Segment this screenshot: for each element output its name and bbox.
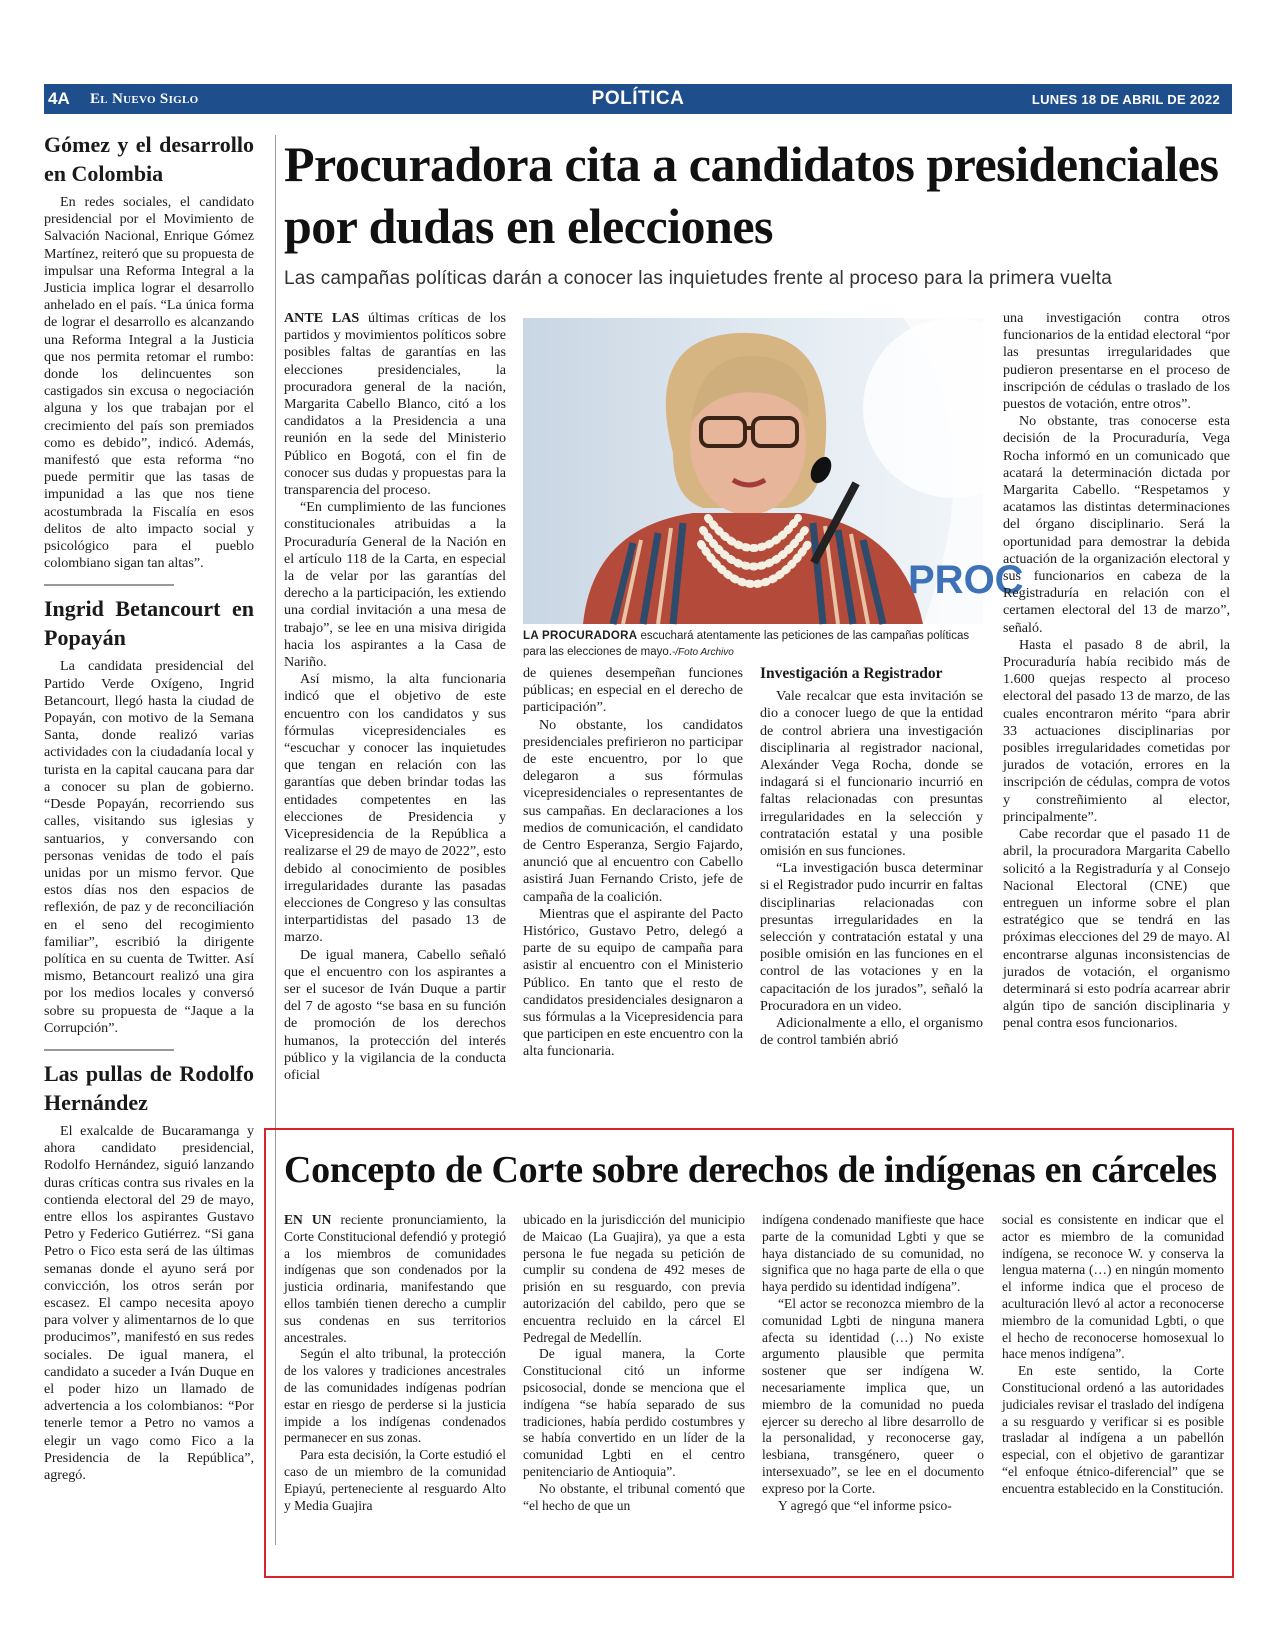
- sidebar-article-title: Las pullas de Rodolfo Hernández: [44, 1060, 254, 1115]
- section-label: POLÍTICA: [591, 88, 685, 109]
- article-paragraph: No obstante, el tribunal comentó que “el hecho de que un: [523, 1480, 745, 1513]
- corte-column-4: [1002, 1212, 1224, 1498]
- article-paragraph: ANTE LAS últimas críticas de los partidos y movimientos políticos sobre posibles faltas de garantías en las elecciones presidenciales, la procuradora general de la nación, Margarita Cabello Blanco, citó a los candidatos a la Presidencia a una reunión en la sede del Ministerio Público en Bogotá, con el fin de conocer sus dudas y propuestas para la transparencia del proceso.: [284, 310, 506, 499]
- article-paragraph: “El actor se reconozca miembro de la comunidad Lgbti de ninguna manera afecta su identidad (…) No existe argumento plausible que permita sostener que ser indígena W. necesariamente implica que, un miembro de la comunidad no pueda ejercer su derecho al libre desarrollo de la personalidad, y reconocerse gay, lesbiana, transgénero, queer o intersexuado”, se lee en el documento expreso por la Corte.: [762, 1295, 984, 1496]
- article-paragraph: social es consistente en indicar que el actor es miembro de la comunidad indígena, se reconoce W. y conserva la lengua materna (…) en ningún momento el informe indica que el proceso de aculturación llevó al actor a reconocerse miembro de la comunidad Lgbti, o que el hecho de reconocerse homosexual lo hace menos indígena”.: [1002, 1212, 1224, 1362]
- sidebar-article-body: El exalcalde de Bucaramanga y ahora candidato presidencial, Rodolfo Hernández, siguió lanzando duras críticas contra sus rivales en la contienda electoral del 29 de mayo, entre ellos los aspirantes Gustavo Petro y Federico Gutiérrez. “Si gana Petro o Fico esta será de las últimas semanas donde el ayuno será por convicción, los otros serán por escasez. El campo necesita apoyo para volver y alimentarnos de lo que producimos”, manifestó en sus redes sociales. De igual manera, el candidato a suceder a Iván Duque en el poder hizo un llamado de advertencia a los colombianos: “Por tenerle temor a Petro no vamos a elegir un vago como Fico a la Presidencia de la República”, agregó.: [44, 1122, 254, 1483]
- sidebar-article-body: La candidata presidencial del Partido Verde Oxígeno, Ingrid Betancourt, llegó hasta la ciudad de Popayán, con motivo de la Semana Santa, donde realizó varias actividades con la ciudadanía local y turista en la capital caucana para dar a conocer su plan de gobierno. “Desde Popayán, recorriendo sus calles, visitando sus iglesias y santuarios, y conversando con personas venidas de todo el país unidas por un mismo fervor. Que estos días nos den espacios de reflexión, de paz y de reconciliación en el seno del recogimiento familiar”, escribió la dirigente política en su cuenta de Twitter. Así mismo, Betancourt realizó una gira por los medios locales y conversó sobre su propuesta de “Jaque a la Corrupción”.: [44, 658, 254, 1036]
- sidebar-article-hernandez: [44, 1059, 254, 1484]
- sidebar-article-title: Ingrid Betancourt en Popayán: [44, 596, 254, 651]
- article-paragraph: Para esta decisión, la Corte estudió el caso de un miembro de la comunidad Epiayú, perteneciente al resguardo Alto y Media Guajira: [284, 1447, 506, 1513]
- newspaper-name: El Nuevo Siglo: [90, 90, 199, 107]
- corte-column-3: [762, 1212, 984, 1514]
- article-paragraph: Vale recalcar que esta invitación se dio a conocer luego de que la entidad de control abriera una investigación disciplinaria al registrador nacional, Alexánder Vega Rocha, donde se indagará si el funcionario incurrió en faltas relacionadas con presuntas irregularidades en la selección y contratación estatal y una posible omisión en sus funciones.: [760, 688, 983, 860]
- main-subhead: Las campañas políticas darán a conocer las inquietudes frente al proceso para la primera vuelta: [284, 268, 1113, 289]
- page-number: 4A: [48, 89, 70, 108]
- caption-lead: LA PROCURADORA: [523, 630, 638, 642]
- lead-in: ANTE LAS: [284, 310, 360, 326]
- article-paragraph: No obstante, los candidatos presidenciales prefirieron no participar de este encuentro, por lo que delegaron a sus fórmulas vicepresidenciales o representantes de sus campañas. En declaraciones a los medios de comunicación, el candidato de Centro Esperanza, Sergio Fajardo, anunció que al encuentro con Cabello asistirá Juan Fernando Cristo, jefe de campaña de la coalición.: [523, 716, 743, 905]
- article-paragraph: Cabe recordar que el pasado 11 de abril, la procuradora Margarita Cabello solicitó a la Registraduría y al Consejo Nacional Electoral (CNE) que entreguen un informe sobre el plan estratégico que se tendrá en las próximas elecciones del 29 de mayo. Al encontrarse algunas inconsistencias de jurados de votación, el organismo determinará si esto podría acarrear abrir algún tipo de sanción disciplinaria y penal contra esos funcionarios.: [1003, 826, 1230, 1032]
- article-paragraph: indígena condenado manifieste que hace parte de la comunidad Lgbti y que se haya distanciado de su comunidad, no significa que no haga parte de ella o que haya perdido su identidad indígena”.: [762, 1212, 984, 1295]
- article-paragraph: ubicado en la jurisdicción del municipio de Maicao (La Guajira), ya que a esta persona le fue negada su petición de cumplir su condena de 492 meses de prisión en su resguardo, con previa autorización del cabildo, pero que se encuentra recluido en la cárcel El Pedregal de Medellín.: [523, 1212, 745, 1345]
- article-paragraph: De igual manera, Cabello señaló que el encuentro con los aspirantes a ser el sucesor de Iván Duque a partir del 7 de agosto “se basa en su función de promoción de los derechos humanos, la protección del interés público y la vigilancia de la conducta oficial: [284, 946, 506, 1083]
- lead-in: EN UN: [284, 1212, 332, 1227]
- sidebar-article-body: En redes sociales, el candidato presidencial por el Movimiento de Salvación Nacional, Enrique Gómez Martínez, reiteró que su propuesta de impulsar una Reforma Integral a la Justicia implica lograr el desarrollo anhelado en el país. “La única forma de lograr el desarrollo es alcanzando una Reforma Integral a la Justicia que nos permita retomar el rumbo: donde los delincuentes son castigados sin excusa o negociación alguna y los que trabajan por el crecimiento del país son premiados como es debido”, indicó. Además, manifestó que esta reforma “no puede permitir que las tasas de impunidad a las que nos tiene acostumbrada la Fiscalía en esos delitos de alto impacto social y psicológico para el pueblo colombiano sigan tan altas”.: [44, 194, 254, 572]
- article-paragraph: Adicionalmente a ello, el organismo de control también abrió: [760, 1015, 983, 1049]
- main-column-4: [1003, 310, 1230, 1033]
- article-paragraph: de quienes desempeñan funciones públicas; en especial en el derecho de participación”.: [523, 665, 743, 716]
- article-paragraph: Mientras que el aspirante del Pacto Histórico, Gustavo Petro, delegó a parte de su equipo de campaña para asistir al encuentro con el Ministerio Público. En tanto que el resto de candidatos presidenciales designaron a sus fórmulas a la Vicepresidencia para que participen en este encuentro con la alta funcionaria.: [523, 905, 743, 1060]
- corte-column-2: [523, 1212, 745, 1514]
- main-column-2: [523, 665, 743, 1061]
- article-paragraph: Así mismo, la alta funcionaria indicó que el objetivo de este encuentro con los candidatos y sus fórmulas vicepresidenciales es “escuchar y conocer las inquietudes que tengan en relación con las garantías que deben brindar todas las entidades competentes en las elecciones de Presidencia y Vicepresidencia de la República a realizarse el 29 de mayo de 2022”, esto debido al conocimiento de posibles irregularidades durante las pasadas elecciones de Congreso y las consultas interpartidistas del pasado 13 de marzo.: [284, 671, 506, 946]
- subsection-title: Investigación a Registrador: [760, 665, 943, 682]
- sidebar-article-gomez: [44, 130, 254, 572]
- issue-date: LUNES 18 DE ABRIL DE 2022: [1031, 91, 1220, 107]
- procuraduria-sign-text: PROC: [908, 558, 1024, 602]
- sidebar-article-betancourt: [44, 594, 254, 1036]
- procuradora-photo: [523, 318, 1024, 624]
- article-paragraph: Hasta el pasado 8 de abril, la Procuraduría había recibido más de 1.600 quejas respecto al proceso electoral del pasado 13 de marzo, de las cuales encontraron mérito “para abrir 33 actuaciones disciplinarias por posibles irregularidades cometidas por jurados de votación, errores en la inscripción de cédulas, compra de votos y constreñimiento al elector, principalmente”.: [1003, 636, 1230, 825]
- main-headline: Procuradora cita a candidatos presidenciales por dudas en elecciones: [284, 136, 1219, 254]
- article-paragraph: No obstante, tras conocerse esta decisión de la Procuraduría, Vega Rocha informó en un comunicado que acatará la determinación dictada por Margarita Cabello. “Respetamos y acatamos las distintas determinaciones del órgano disciplinario. Será la oportunidad para demostrar la debida actuación de la organización electoral y sus funcionarios en cabeza de la Registraduría en relación con el certamen electoral del 13 de marzo”, señaló.: [1003, 413, 1230, 636]
- sidebar-article-title: Gómez y el desarrollo en Colombia: [44, 132, 254, 186]
- corte-headline: Concepto de Corte sobre derechos de indígenas en cárceles: [284, 1149, 1217, 1191]
- article-paragraph: Según el alto tribunal, la protección de los valores y tradiciones ancestrales de las comunidades indígenas podrían estar en riesgo de perderse si la justicia impide a los indígenas condenados permanecer en sus zonas.: [284, 1346, 506, 1446]
- sidebar-divider: [44, 584, 174, 586]
- article-paragraph: De igual manera, la Corte Constitucional citó un informe psicosocial, donde se menciona que el indígena “se había separado de sus tradiciones, había perdido costumbres y se había convertido en un líder de la comunidad Lgbti en el centro penitenciario de Antioquia”.: [523, 1346, 745, 1479]
- article-paragraph: “En cumplimiento de las funciones constitucionales atribuidas a la Procuraduría General de la Nación en el artículo 118 de la Carta, en especial la de velar por las garantías del derecho a la participación, les extiendo una cordial invitación a una mesa de trabajo”, se lee en una misiva dirigida hacia los aspirantes a la Casa de Nariño.: [284, 499, 506, 671]
- corte-column-1: [284, 1212, 506, 1514]
- article-paragraph: una investigación contra otros funcionarios de la entidad electoral “por las presuntas irregularidades que pudieron presentarse en el proceso de inscripción de cédulas o traslado de los puestos de votación, entre otros”.: [1003, 310, 1230, 413]
- main-column-1: [284, 310, 506, 1084]
- article-paragraph: EN UN reciente pronunciamiento, la Corte Constitucional defendió y protegió a los miembros de comunidades indígenas que son condenados por la justicia ordinaria, manifestando que ellos también tienen derecho a cumplir sus condenas en sus territorios ancestrales.: [284, 1212, 506, 1345]
- photo-caption: LA PROCURADORA escuchará atentamente las peticiones de las campañas políticas para las elecciones de mayo.-/Foto Archivo: [523, 630, 970, 658]
- sidebar: [44, 130, 254, 1484]
- article-paragraph: En este sentido, la Corte Constitucional ordenó a las autoridades judiciales revisar el traslado del indígena a su resguardo y verificar si es posible trasladar al indígena a un pabellón especial, con el objetivo de garantizar “el enfoque étnico-diferencial” que se encuentra establecido en la Constitución.: [1002, 1363, 1224, 1496]
- masthead-bar: [44, 84, 1232, 114]
- main-column-3: [760, 665, 983, 1049]
- article-paragraph: “La investigación busca determinar si el Registrador pudo incurrir en faltas disciplinarias relacionadas con presuntas irregularidades en la selección y contratación estatal y una posible omisión en las funciones en el control de las votaciones y en la capacitación de los jurados”, señaló la Procuradora en un video.: [760, 860, 983, 1014]
- sidebar-divider: [44, 1049, 174, 1051]
- article-paragraph: Y agregó que “el informe psico-: [778, 1497, 952, 1513]
- photo-credit: -/Foto Archivo: [671, 647, 734, 658]
